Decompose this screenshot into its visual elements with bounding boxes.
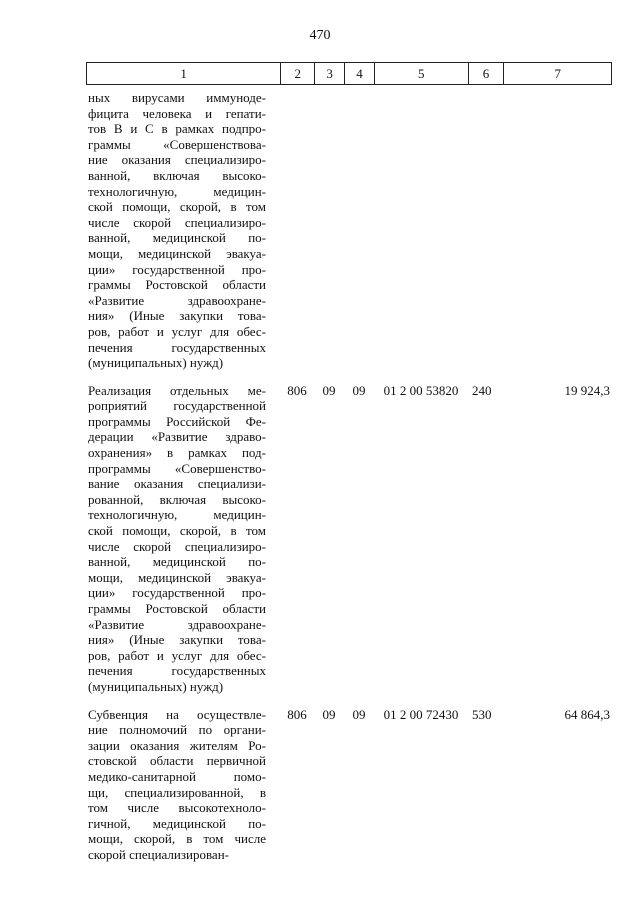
description-line: ние полномочий по органи- [88, 722, 266, 738]
row-subsection: 09 [352, 706, 366, 722]
description-line: «Развитие здравоохране- [88, 616, 266, 632]
table-header-row [86, 62, 612, 85]
description-line: числе скорой специализиро- [88, 538, 266, 554]
description-line: печения государственных [88, 663, 266, 679]
description-line: дерации «Развитие здраво- [88, 429, 266, 445]
row-target-item: 01 2 00 53820 [383, 382, 459, 398]
description-line: ской помощи, скорой, в том [88, 199, 266, 215]
description-line: ции» государственной про- [88, 261, 266, 277]
row-description [86, 90, 280, 371]
description-line: граммы «Совершенствова- [88, 136, 266, 152]
description-line: роприятий государственной [88, 398, 266, 414]
description-line: печения государственных [88, 339, 266, 355]
row-target-item: 01 2 00 72430 [383, 706, 459, 722]
header-col-7: 7 [503, 63, 611, 84]
header-col-6: 6 [468, 63, 504, 84]
description-line: граммы Ростовской области [88, 277, 266, 293]
description-line: Реализация отдельных ме- [88, 382, 266, 398]
description-line: охранения» в рамках под- [88, 445, 266, 461]
description-line: рованной, включая высоко- [88, 491, 266, 507]
row-ministry-code: 806 [287, 382, 307, 398]
description-line: ции» государственной про- [88, 585, 266, 601]
row-ministry-code: 806 [287, 706, 307, 722]
description-line: ния» (Иные закупки това- [88, 308, 266, 324]
description-line: стовской области первичной [88, 753, 266, 769]
description-line: (муниципальных) нужд) [88, 355, 224, 371]
budget-table [86, 62, 612, 863]
description-line: щи, специализированной, в [88, 784, 266, 800]
description-line: ние оказания специализиро- [88, 152, 266, 168]
description-line: скорой специализирован- [88, 846, 229, 862]
description-line: ния» (Иные закупки това- [88, 632, 266, 648]
description-line: ванной, медицинской по- [88, 554, 266, 570]
description-line: гичной, медицинской по- [88, 815, 266, 831]
description-line: технологичную, медицин- [88, 507, 266, 523]
description-line: мощи, скорой, в том числе [88, 831, 266, 847]
row-amount: 64 864,3 [564, 706, 610, 722]
description-line: зации оказания жителям Ро- [88, 737, 266, 753]
description-line: фицита человека и гепати- [88, 105, 266, 121]
row-expense-type: 240 [472, 382, 492, 398]
description-lines [88, 90, 266, 371]
page-number: 470 [309, 28, 331, 43]
description-line: ров, работ и услуг для обес- [88, 647, 266, 663]
description-line: ванной, медицинской по- [88, 230, 266, 246]
description-line: «Развитие здравоохране- [88, 292, 266, 308]
description-line: тов В и С в рамках подпро- [88, 121, 266, 137]
header-col-3: 3 [314, 63, 344, 84]
row-expense-type: 530 [472, 706, 492, 722]
table-row [86, 383, 612, 695]
description-line: программы Российской Фе- [88, 413, 266, 429]
description-line: программы «Совершенство- [88, 460, 266, 476]
description-line: медико-санитарной помо- [88, 768, 266, 784]
description-lines [88, 707, 266, 863]
description-line: ных вирусами иммуноде- [88, 90, 266, 105]
description-line: мощи, медицинской эвакуа- [88, 245, 266, 261]
description-lines [88, 383, 266, 695]
description-line: том числе высокотехноло- [88, 800, 266, 816]
table-row [86, 707, 612, 863]
description-line: мощи, медицинской эвакуа- [88, 569, 266, 585]
description-line: Субвенция на осуществле- [88, 706, 266, 722]
row-description [86, 383, 280, 695]
description-line: вание оказания специализи- [88, 476, 266, 492]
description-line: ской помощи, скорой, в том [88, 523, 266, 539]
header-col-1: 1 [180, 66, 187, 81]
table-row [86, 90, 612, 371]
row-amount: 19 924,3 [564, 382, 610, 398]
description-line: (муниципальных) нужд) [88, 678, 224, 694]
description-line: числе скорой специализиро- [88, 214, 266, 230]
description-line: граммы Ростовской области [88, 601, 266, 616]
description-line: ванной, включая высоко- [88, 167, 266, 183]
row-subsection: 09 [352, 382, 366, 398]
header-col-4: 4 [344, 63, 374, 84]
row-section: 09 [322, 382, 336, 398]
description-line: технологичную, медицин- [88, 183, 266, 199]
header-col-2: 2 [280, 63, 314, 84]
row-description [86, 707, 280, 863]
row-section: 09 [322, 706, 336, 722]
header-col-5: 5 [374, 63, 468, 84]
description-line: ров, работ и услуг для обес- [88, 323, 266, 339]
